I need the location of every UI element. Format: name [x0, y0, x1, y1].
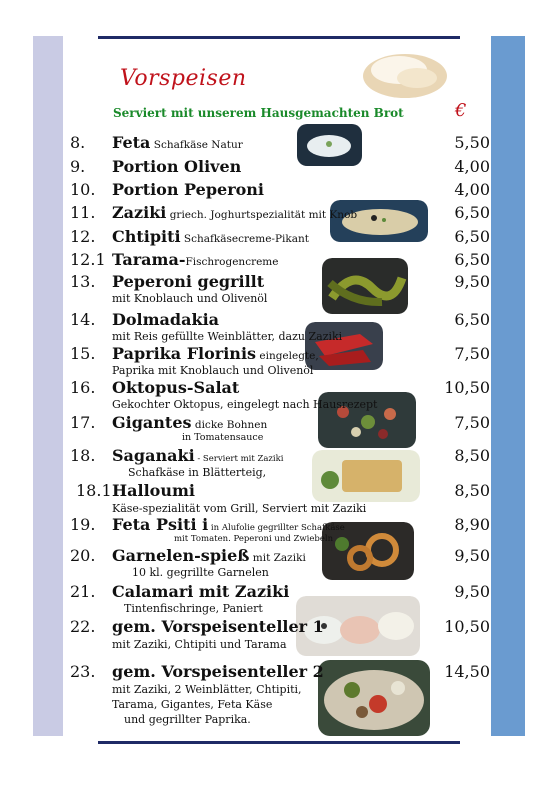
item-number: 23.: [70, 662, 96, 681]
item-description: und gegrillter Paprika.: [124, 713, 251, 726]
item-name: Portion Oliven: [112, 157, 242, 176]
item-price: 9,50: [454, 546, 490, 565]
item-description: mit Zaziki, Chtipiti und Tarama: [112, 638, 287, 651]
item-description: Tarama, Gigantes, Feta Käse: [112, 698, 273, 711]
item-number: 20.: [70, 546, 96, 565]
item-description: Käse-spezialität vom Grill, Serviert mit Zaziki: [112, 502, 367, 515]
item-price: 9,50: [454, 582, 490, 601]
item-name: Garnelen-spieß mit Zaziki: [112, 546, 306, 565]
bread-photo: [355, 40, 450, 102]
item-price: 4,00: [454, 180, 490, 199]
item-number: 11.: [70, 203, 96, 222]
item-price: 6,50: [454, 310, 490, 329]
item-number: 17.: [70, 413, 96, 432]
item-name: Feta Schafkäse Natur: [112, 133, 243, 152]
top-divider: [98, 36, 460, 39]
section-title: Vorspeisen: [120, 66, 247, 91]
left-decorative-band: [33, 36, 63, 736]
item-price: 7,50: [454, 413, 490, 432]
item-description: mit Reis gefüllte Weinblätter, dazu Zaziki: [112, 330, 343, 343]
item-number: 10.: [70, 180, 96, 199]
item-description: Gekochter Oktopus, eingelegt nach Hausrezept: [112, 398, 378, 411]
item-price: 8,90: [454, 515, 490, 534]
item-number: 9.: [70, 157, 86, 176]
item-name: gem. Vorspeisenteller 2: [112, 662, 324, 681]
item-price: 6,50: [454, 203, 490, 222]
item-name: gem. Vorspeisenteller 1: [112, 617, 324, 636]
item-description: mit Tomaten. Peperoni und Zwiebeln: [174, 534, 334, 544]
item-name: Portion Peperoni: [112, 180, 265, 199]
item-number: 12.: [70, 227, 96, 246]
item-price: 4,00: [454, 157, 490, 176]
feta-photo: [297, 124, 362, 166]
item-price: 6,50: [454, 250, 490, 269]
item-name: Chtipiti Schafkäsecreme-Pikant: [112, 227, 309, 246]
bottom-divider: [98, 741, 460, 744]
item-price: 7,50: [454, 344, 490, 363]
saganaki-photo: [312, 450, 420, 502]
item-name: Peperoni gegrillt: [112, 272, 265, 291]
item-name: Calamari mit Zaziki: [112, 582, 290, 601]
currency-symbol: €: [455, 100, 467, 121]
item-price: 8,50: [454, 481, 490, 500]
vorspeisenteller-2-photo: [318, 660, 430, 736]
item-name: Gigantes dicke Bohnen: [112, 413, 268, 432]
item-number: 18.: [70, 446, 96, 465]
item-number: 14.: [70, 310, 96, 329]
item-number: 16.: [70, 378, 96, 397]
item-description: 10 kl. gegrillte Garnelen: [132, 566, 269, 579]
item-name: Halloumi: [112, 481, 195, 500]
item-price: 5,50: [454, 133, 490, 152]
item-number: 21.: [70, 582, 96, 601]
item-name: Dolmadakia: [112, 310, 220, 329]
item-description: mit Knoblauch und Olivenöl: [112, 292, 268, 305]
item-description: Tintenfischringe, Paniert: [124, 602, 263, 615]
item-number: 18.1: [76, 481, 112, 500]
item-name: Paprika Florinis eingelegte,: [112, 344, 319, 363]
item-name: Feta Psiti i in Alufolie gegrillter Schafkäse: [112, 515, 345, 534]
item-number: 15.: [70, 344, 96, 363]
item-name: Saganaki - Serviert mit Zaziki: [112, 446, 284, 465]
item-description: Schafkäse in Blätterteig,: [128, 466, 267, 479]
item-number: 22.: [70, 617, 96, 636]
item-name: Tarama-Fischrogencreme: [112, 250, 279, 269]
item-number: 19.: [70, 515, 96, 534]
peperoni-photo: [322, 258, 408, 314]
item-description: in Tomatensauce: [182, 432, 264, 443]
item-description: mit Zaziki, 2 Weinblätter, Chtipiti,: [112, 683, 302, 696]
item-number: 8.: [70, 133, 86, 152]
item-number: 12.1: [70, 250, 106, 269]
item-price: 10,50: [444, 378, 490, 397]
section-subtitle: Serviert mit unserem Hausgemachten Brot: [113, 106, 404, 120]
item-name: Oktopus-Salat: [112, 378, 240, 397]
item-price: 14,50: [444, 662, 490, 681]
item-price: 6,50: [454, 227, 490, 246]
item-number: 13.: [70, 272, 96, 291]
item-price: 9,50: [454, 272, 490, 291]
item-description: Paprika mit Knoblauch und Olivenöl: [112, 364, 314, 377]
item-price: 10,50: [444, 617, 490, 636]
right-decorative-band: [491, 36, 525, 736]
item-name: Zaziki griech. Joghurtspezialität mit Knob: [112, 203, 358, 222]
item-price: 8,50: [454, 446, 490, 465]
